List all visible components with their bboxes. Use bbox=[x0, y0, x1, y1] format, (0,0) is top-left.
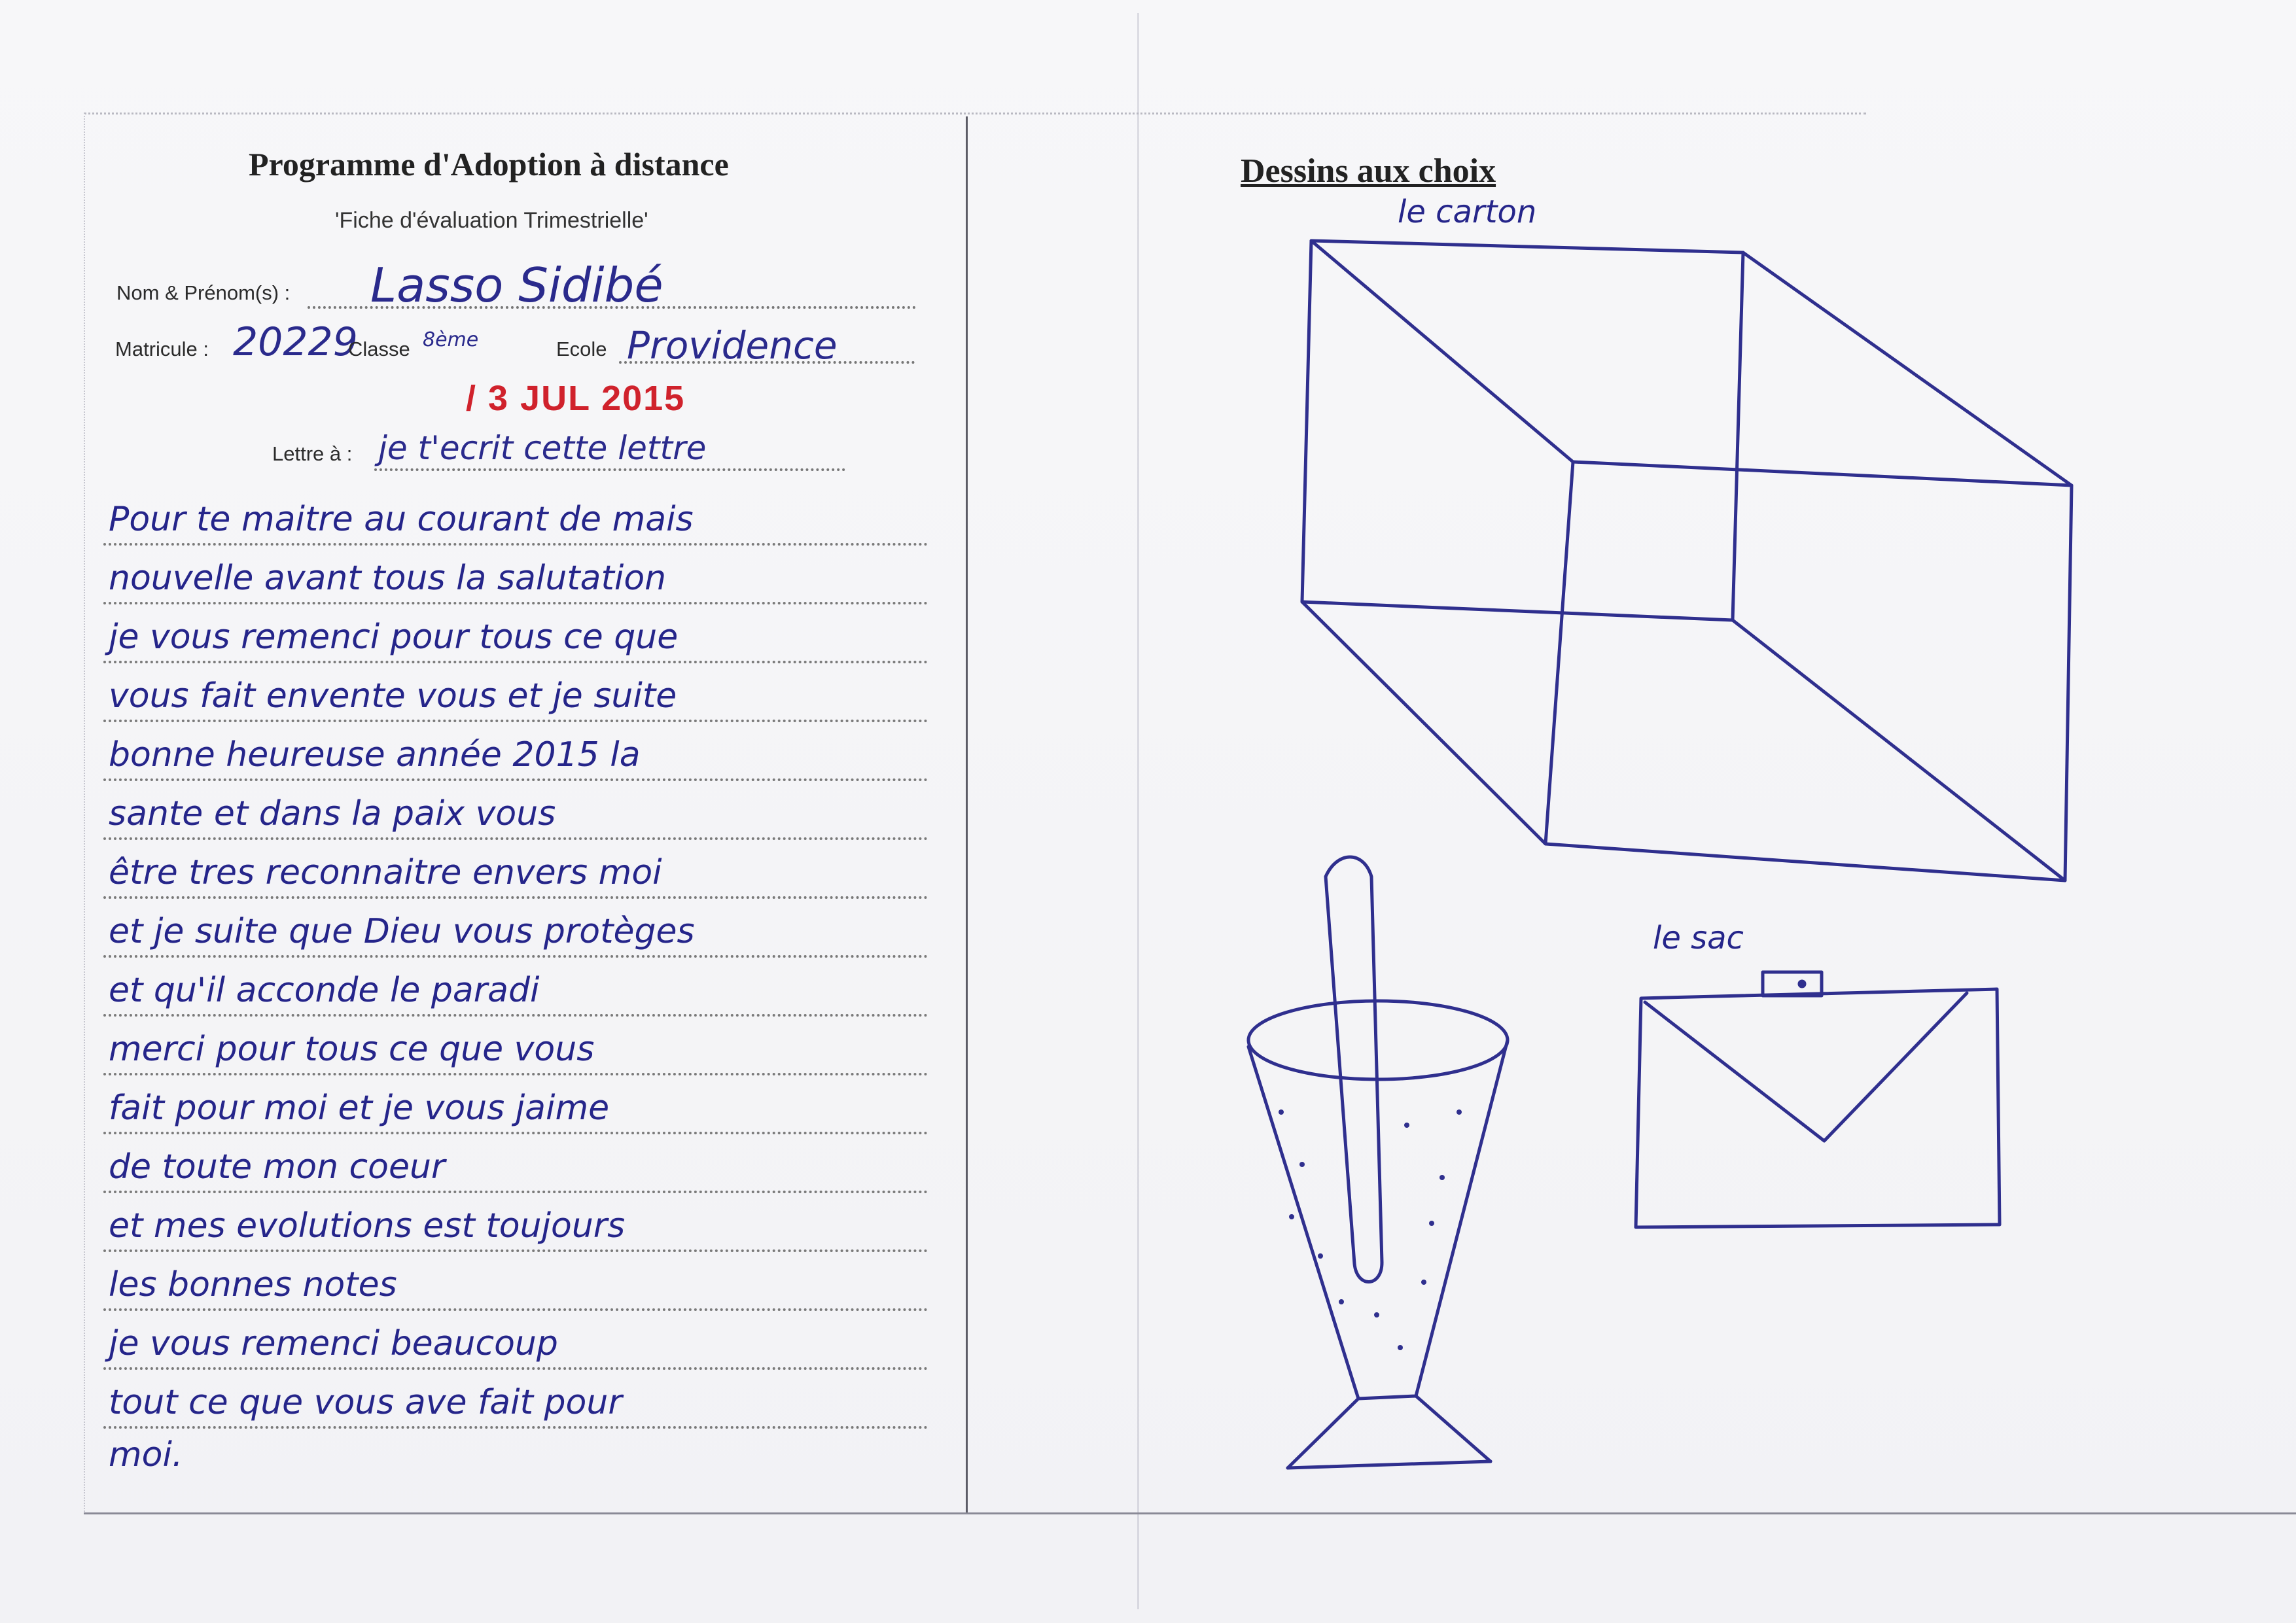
name-label: Nom & Prénom(s) : bbox=[116, 281, 291, 304]
letter-line: et qu'il acconde le paradi bbox=[103, 942, 928, 1017]
form-subtitle: 'Fiche d'évaluation Trimestrielle' bbox=[335, 208, 648, 233]
ecole-value: Providence bbox=[627, 323, 838, 368]
letter-line: nouvelle avant tous la salutation bbox=[103, 530, 928, 604]
date-stamp: / 3 JUL 2015 bbox=[466, 379, 686, 418]
classe-label: Classe bbox=[348, 338, 410, 360]
matricule-value: 20229 bbox=[233, 319, 358, 365]
sac-label: le sac bbox=[1653, 920, 1744, 956]
ecole-label: Ecole bbox=[556, 338, 607, 360]
letter-line: sante et dans la paix vous bbox=[103, 765, 928, 840]
letter-line: je vous remenci pour tous ce que bbox=[103, 589, 928, 663]
letter-line: je vous remenci beaucoup bbox=[103, 1295, 928, 1370]
carton-label: le carton bbox=[1398, 194, 1537, 230]
letter-line: moi. bbox=[109, 1435, 183, 1475]
letter-line: fait pour moi et je vous jaime bbox=[103, 1060, 928, 1134]
lettre-label: Lettre à : bbox=[272, 442, 353, 465]
letter-line: de toute mon coeur bbox=[103, 1119, 928, 1193]
letter-line: les bonnes notes bbox=[103, 1236, 928, 1311]
letter-line: Pour te maitre au courant de mais bbox=[103, 471, 928, 546]
matricule-label: Matricule : bbox=[115, 338, 209, 360]
name-value: Lasso Sidibé bbox=[370, 258, 663, 313]
letter-line: tout ce que vous ave fait pour bbox=[103, 1354, 928, 1429]
glass-drawing bbox=[1248, 857, 1508, 1468]
letter-line: et mes evolutions est toujours bbox=[103, 1178, 928, 1252]
letter-line: merci pour tous ce que vous bbox=[103, 1001, 928, 1075]
letter-line: et je suite que Dieu vous protèges bbox=[103, 883, 928, 958]
letter-line: bonne heureuse année 2015 la bbox=[103, 707, 928, 781]
letter-line: être tres reconnaitre envers moi bbox=[103, 824, 928, 899]
classe-value: 8ème bbox=[423, 328, 479, 351]
form-title: Programme d'Adoption à distance bbox=[249, 146, 729, 183]
drawings-title: Dessins aux choix bbox=[1241, 152, 1496, 190]
sac-drawing bbox=[1636, 972, 2000, 1227]
carton-drawing bbox=[1302, 241, 2072, 881]
letter-line: vous fait envente vous et je suite bbox=[103, 648, 928, 722]
lettre-value: je t'ecrit cette lettre bbox=[378, 429, 707, 467]
